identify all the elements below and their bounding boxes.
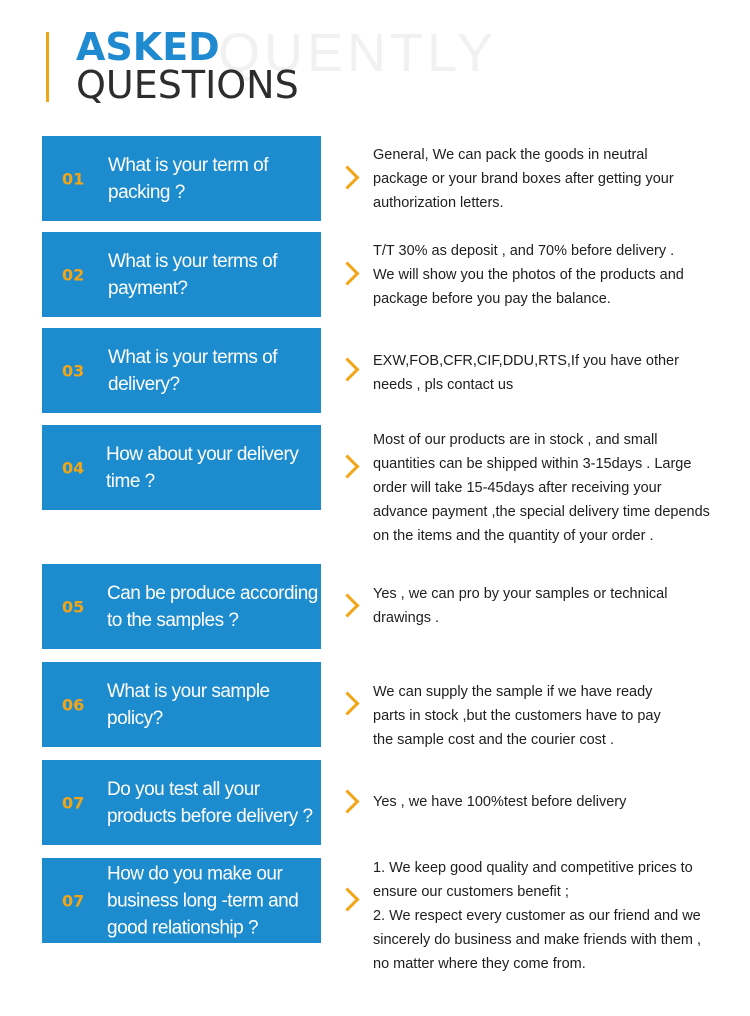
- faq-answer-line: ensure our customers benefit ;: [373, 884, 569, 900]
- page-title-line2: QUESTIONS: [76, 63, 299, 107]
- faq-question-box: [42, 425, 321, 510]
- faq-question-box: [42, 662, 321, 747]
- faq-answer-line: advance payment ,the special delivery time depends: [373, 504, 710, 520]
- faq-answer-line: EXW,FOB,CFR,CIF,DDU,RTS,If you have other: [373, 353, 679, 369]
- faq-answer-line: Yes , we can pro by your samples or technical: [373, 586, 668, 602]
- chevron-right-icon: [335, 789, 359, 813]
- faq-answer: [373, 790, 743, 814]
- faq-question: Do you test all your products before delivery ?: [107, 778, 313, 827]
- faq-question: Can be produce according to the samples ?: [107, 582, 318, 631]
- header-accent-bar: [46, 32, 49, 102]
- faq-answer: [373, 428, 743, 548]
- faq-answer-line: We will show you the photos of the products and: [373, 267, 684, 283]
- chevron-right-icon: [335, 593, 359, 617]
- faq-answer-line: 1. We keep good quality and competitive prices to: [373, 860, 693, 876]
- faq-number: 02: [62, 265, 85, 284]
- faq-number: 05: [62, 597, 85, 616]
- faq-question-box: [42, 232, 321, 317]
- faq-answer: [373, 680, 743, 752]
- faq-answer-line: drawings .: [373, 610, 440, 626]
- faq-answer-line: authorization letters.: [373, 195, 504, 211]
- faq-answer-line: 2. We respect every customer as our friend and we: [373, 908, 701, 924]
- chevron-right-icon: [335, 165, 359, 189]
- faq-question-box: [42, 760, 321, 845]
- faq-number: 07: [62, 793, 85, 812]
- faq-answer-line: package before you pay the balance.: [373, 291, 611, 307]
- faq-number: 03: [62, 361, 85, 380]
- faq-question: What is your sample policy?: [107, 680, 270, 729]
- faq-answer: [373, 239, 743, 311]
- header-ghost-text: QUENTLY: [218, 23, 498, 83]
- faq-question: How about your delivery time ?: [106, 443, 299, 492]
- faq-question: How do you make our business long -term and good relationship ?: [107, 863, 299, 938]
- faq-answer-line: the sample cost and the courier cost .: [373, 732, 614, 748]
- chevron-right-icon: [335, 887, 359, 911]
- faq-answer-line: Yes , we have 100%test before delivery: [373, 794, 627, 810]
- faq-question: What is your terms of delivery?: [108, 346, 277, 395]
- chevron-right-icon: [335, 691, 359, 715]
- faq-question-box: [42, 328, 321, 413]
- faq-number: 01: [62, 169, 85, 188]
- faq-answer-line: sincerely do business and make friends with them ,: [373, 932, 702, 948]
- faq-answer-line: order will take 15-45days after receiving your: [373, 480, 662, 496]
- page-title-line1: ASKED: [76, 25, 220, 69]
- faq-number: 04: [62, 458, 85, 477]
- faq-answer-line: Most of our products are in stock , and small: [373, 432, 658, 448]
- faq-answer-line: General, We can pack the goods in neutral: [373, 147, 648, 163]
- faq-answer-line: parts in stock ,but the customers have to pay: [373, 708, 661, 724]
- faq-answer: [373, 582, 743, 630]
- faq-question: What is your terms of payment?: [108, 250, 277, 299]
- faq-question-box: [42, 564, 321, 649]
- faq-question-box: [42, 858, 321, 943]
- faq-answer-line: needs , pls contact us: [373, 377, 514, 393]
- faq-answer-line: no matter where they come from.: [373, 956, 586, 972]
- chevron-right-icon: [335, 357, 359, 381]
- chevron-right-icon: [335, 261, 359, 285]
- faq-answer-line: T/T 30% as deposit , and 70% before delivery .: [373, 243, 675, 259]
- faq-question: What is your term of packing ?: [108, 154, 268, 203]
- faq-answer: [373, 856, 743, 976]
- faq-answer: [373, 349, 743, 397]
- faq-number: 07: [62, 891, 85, 910]
- faq-answer-line: quantities can be shipped within 3-15days . Large: [373, 456, 692, 472]
- faq-answer-line: on the items and the quantity of your order .: [373, 528, 654, 544]
- faq-answer-line: package or your brand boxes after getting your: [373, 171, 674, 187]
- faq-answer-line: We can supply the sample if we have ready: [373, 684, 653, 700]
- faq-question-box: [42, 136, 321, 221]
- faq-number: 06: [62, 695, 85, 714]
- chevron-right-icon: [335, 454, 359, 478]
- faq-answer: [373, 143, 743, 215]
